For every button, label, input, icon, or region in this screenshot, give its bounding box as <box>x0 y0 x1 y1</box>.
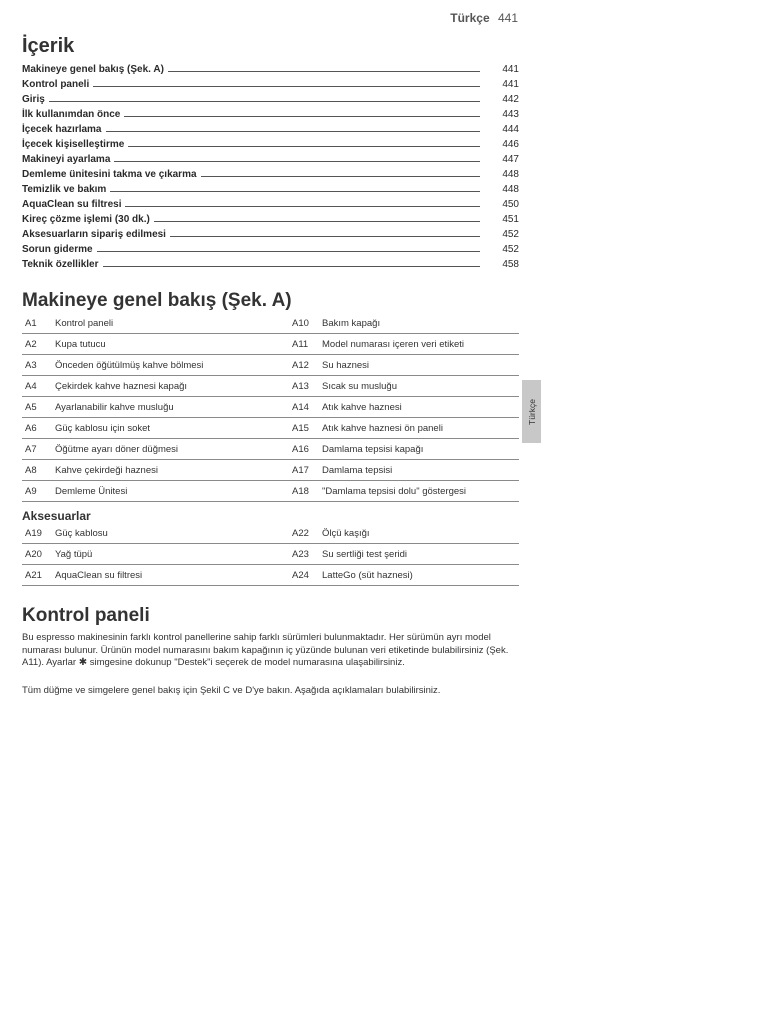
part-code: A1 <box>22 313 55 334</box>
toc-entry-label: Teknik özellikler <box>22 259 99 270</box>
part-name: Kupa tutucu <box>55 334 292 355</box>
toc-leader-line <box>125 206 480 207</box>
part-name: Çekirdek kahve haznesi kapağı <box>55 376 292 397</box>
part-code: A13 <box>292 376 322 397</box>
toc-entry-label: Demleme ünitesini takma ve çıkarma <box>22 169 197 180</box>
toc-leader-line <box>128 146 480 147</box>
part-name: Bakım kapağı <box>322 313 519 334</box>
part-name: Kahve çekirdeği haznesi <box>55 460 292 481</box>
header-page-number: 441 <box>497 11 518 25</box>
part-code: A11 <box>292 334 322 355</box>
toc-leader-line <box>103 266 480 267</box>
part-code: A22 <box>292 523 322 544</box>
toc-title: İçerik <box>22 35 75 57</box>
toc-leader-line <box>97 251 480 252</box>
toc-leader-line <box>93 86 480 87</box>
part-code: A21 <box>22 565 55 586</box>
part-name: Kontrol paneli <box>55 313 292 334</box>
gear-icon: ✱ <box>78 657 88 668</box>
toc-entry-page: 450 <box>502 199 519 210</box>
part-code: A9 <box>22 481 55 502</box>
table-row <box>22 418 519 439</box>
toc-entry-page: 441 <box>502 79 519 90</box>
toc-entry-page: 446 <box>502 139 519 150</box>
table-row <box>22 523 519 544</box>
control-panel-title: Kontrol paneli <box>22 605 150 626</box>
toc-entry[interactable] <box>22 255 519 270</box>
toc-entry-label: Aksesuarların sipariş edilmesi <box>22 229 166 240</box>
toc-entry[interactable] <box>22 195 519 210</box>
toc-leader-line <box>114 161 480 162</box>
control-panel-paragraph-2: Tüm düğme ve simgelere genel bakış için Şekil C ve D'ye bakın. Aşağıda açıklamaları bulabilirsiniz. <box>22 685 441 696</box>
part-code: A5 <box>22 397 55 418</box>
toc-entry-label: Makineye genel bakış (Şek. A) <box>22 64 164 75</box>
table-row <box>22 397 519 418</box>
part-name: Sıcak su musluğu <box>322 376 519 397</box>
para1-text-before: Bu espresso makinesinin farklı kontrol panellerine sahip farklı sürümleri bulunmaktadır. Her sürümün ayrı model numarası bulunur. Ürünün model numarasını bakım kapağının iç yüzünde bulunan veri etiketinde bulabilirsiniz (Şek. A11). Ayarlar <box>22 632 509 668</box>
overview-title: Makineye genel bakış (Şek. A) <box>22 290 292 311</box>
part-name: Atık kahve haznesi ön paneli <box>322 418 519 439</box>
toc-entry-page: 452 <box>502 244 519 255</box>
toc-entry[interactable] <box>22 210 519 225</box>
table-row <box>22 334 519 355</box>
toc-entry-page: 447 <box>502 154 519 165</box>
part-code: A8 <box>22 460 55 481</box>
toc-leader-line <box>110 191 480 192</box>
part-name: Güç kablosu için soket <box>55 418 292 439</box>
table-row <box>22 313 519 334</box>
toc-entry-page: 458 <box>502 259 519 270</box>
toc-entry[interactable] <box>22 60 519 75</box>
toc-entry[interactable] <box>22 150 519 165</box>
toc-entry-label: İçecek kişiselleştirme <box>22 139 125 150</box>
toc-entry[interactable] <box>22 90 519 105</box>
toc-entry-label: İlk kullanımdan önce <box>22 109 121 120</box>
toc-entry[interactable] <box>22 120 519 135</box>
overview-parts-table <box>22 313 519 502</box>
part-name: Güç kablosu <box>55 523 292 544</box>
part-code: A6 <box>22 418 55 439</box>
part-code: A20 <box>22 544 55 565</box>
toc-leader-line <box>154 221 480 222</box>
toc-entry[interactable] <box>22 240 519 255</box>
toc-entry-page: 441 <box>502 64 519 75</box>
part-name: Yağ tüpü <box>55 544 292 565</box>
part-name: Damlama tepsisi kapağı <box>322 439 519 460</box>
part-code: A24 <box>292 565 322 586</box>
table-row <box>22 481 519 502</box>
part-code: A15 <box>292 418 322 439</box>
toc-leader-line <box>170 236 480 237</box>
part-code: A3 <box>22 355 55 376</box>
toc-leader-line <box>201 176 480 177</box>
part-name: Demleme Ünitesi <box>55 481 292 502</box>
toc-entry[interactable] <box>22 135 519 150</box>
page-header <box>450 11 518 25</box>
toc-entry[interactable] <box>22 105 519 120</box>
toc-entry-label: Giriş <box>22 94 45 105</box>
part-code: A18 <box>292 481 322 502</box>
part-name: Ölçü kaşığı <box>322 523 519 544</box>
control-panel-paragraph-1 <box>22 632 512 670</box>
toc-entry[interactable] <box>22 225 519 240</box>
part-name: Önceden öğütülmüş kahve bölmesi <box>55 355 292 376</box>
toc-leader-line <box>106 131 481 132</box>
toc-leader-line <box>49 101 480 102</box>
part-name: Model numarası içeren veri etiketi <box>322 334 519 355</box>
part-name: LatteGo (süt haznesi) <box>322 565 519 586</box>
toc-entry-page: 448 <box>502 169 519 180</box>
toc-entry-page: 451 <box>502 214 519 225</box>
part-code: A17 <box>292 460 322 481</box>
table-row <box>22 355 519 376</box>
toc-entry[interactable] <box>22 180 519 195</box>
toc-entry-label: Makineyi ayarlama <box>22 154 111 165</box>
part-name: AquaClean su filtresi <box>55 565 292 586</box>
table-row <box>22 565 519 586</box>
header-language: Türkçe <box>450 11 490 25</box>
part-name: Atık kahve haznesi <box>322 397 519 418</box>
table-row <box>22 439 519 460</box>
part-name: Damlama tepsisi <box>322 460 519 481</box>
toc-entry-label: Kireç çözme işlemi (30 dk.) <box>22 214 150 225</box>
part-code: A14 <box>292 397 322 418</box>
table-row <box>22 376 519 397</box>
toc-entry-label: İçecek hazırlama <box>22 124 102 135</box>
part-code: A4 <box>22 376 55 397</box>
part-name: Ayarlanabilir kahve musluğu <box>55 397 292 418</box>
part-code: A2 <box>22 334 55 355</box>
part-code: A7 <box>22 439 55 460</box>
part-name: Su sertliği test şeridi <box>322 544 519 565</box>
part-name: Su haznesi <box>322 355 519 376</box>
table-row <box>22 460 519 481</box>
toc-entry-page: 452 <box>502 229 519 240</box>
toc-entry-page: 448 <box>502 184 519 195</box>
part-name: "Damlama tepsisi dolu" göstergesi <box>322 481 519 502</box>
table-of-contents <box>22 60 519 270</box>
toc-entry-page: 443 <box>502 109 519 120</box>
accessories-title: Aksesuarlar <box>22 509 91 523</box>
part-code: A19 <box>22 523 55 544</box>
toc-entry-label: Temizlik ve bakım <box>22 184 107 195</box>
part-code: A10 <box>292 313 322 334</box>
toc-entry-label: Sorun giderme <box>22 244 93 255</box>
part-code: A12 <box>292 355 322 376</box>
part-code: A16 <box>292 439 322 460</box>
toc-entry[interactable] <box>22 75 519 90</box>
toc-leader-line <box>168 71 480 72</box>
accessories-parts-table <box>22 523 519 586</box>
part-code: A23 <box>292 544 322 565</box>
table-row <box>22 544 519 565</box>
toc-entry-label: Kontrol paneli <box>22 79 90 90</box>
toc-leader-line <box>124 116 480 117</box>
side-tab-label: Türkçe <box>526 398 537 425</box>
part-name: Öğütme ayarı döner düğmesi <box>55 439 292 460</box>
language-side-tab <box>522 380 541 443</box>
toc-entry-page: 442 <box>502 94 519 105</box>
toc-entry-label: AquaClean su filtresi <box>22 199 122 210</box>
toc-entry[interactable] <box>22 165 519 180</box>
para1-text-after: simgesine dokunup "Destek"i seçerek de model numarasına ulaşabilirsiniz. <box>89 657 405 668</box>
toc-entry-page: 444 <box>502 124 519 135</box>
